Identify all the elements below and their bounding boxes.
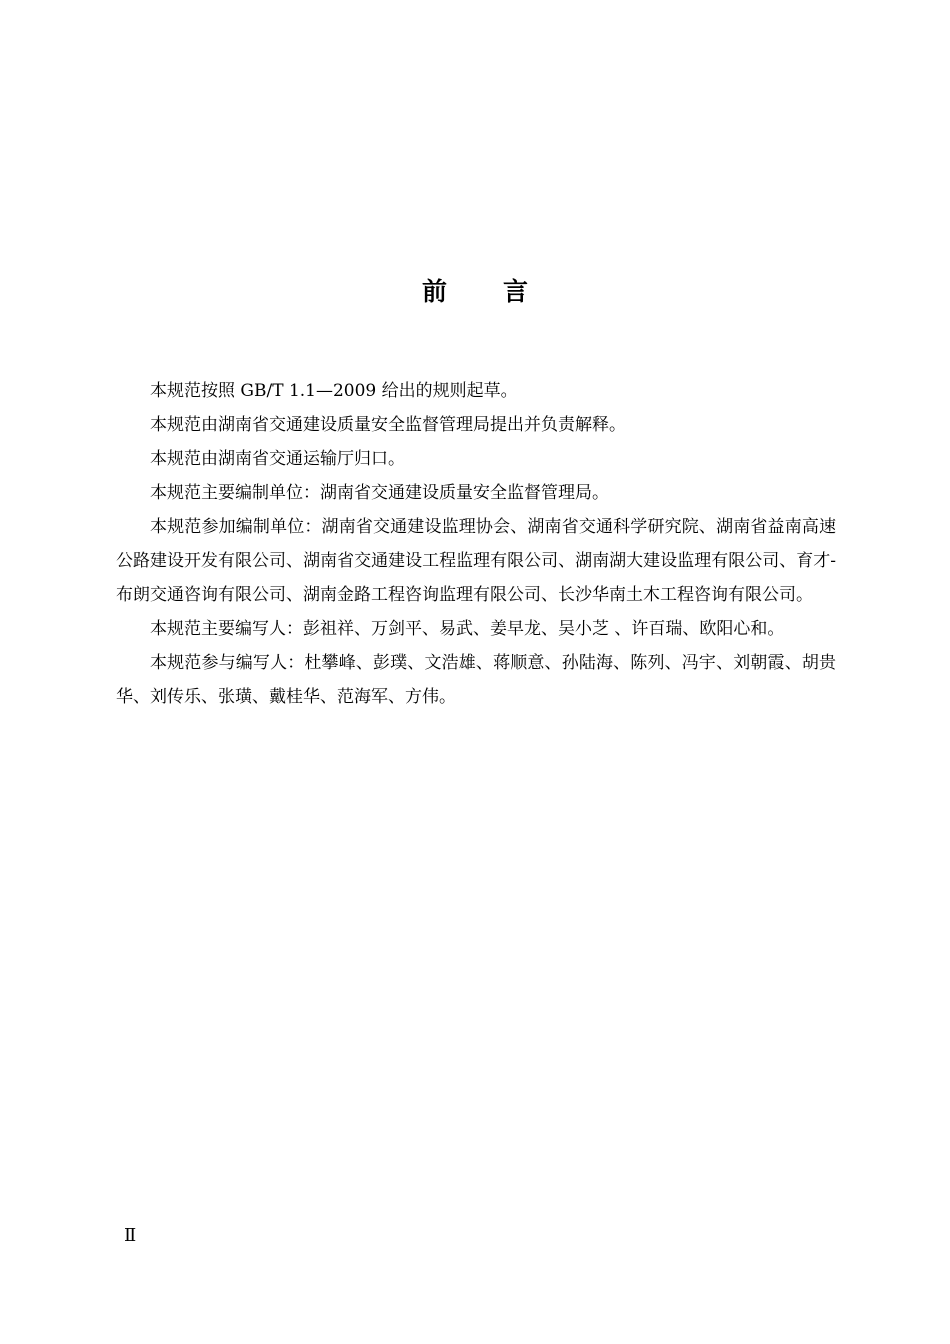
paragraph-main-authors: 本规范主要编写人：彭祖祥、万剑平、易武、姜早龙、吴小芝 、许百瑞、欧阳心和。 <box>150 619 785 639</box>
paragraph-participating-units: 本规范参加编制单位：湖南省交通建设监理协会、湖南省交通科学研究院、湖南省益南高速公路建设开发有限公司、湖南省交通建设工程监理有限公司、湖南湖大建设监理有限公司、育才-布朗交通咨询有限公司、湖南金路工程咨询监理有限公司、长沙华南土木工程咨询有限公司。 <box>116 517 836 605</box>
page-number: Ⅱ <box>124 1225 137 1246</box>
page-title-char-2: 言 <box>503 277 529 306</box>
paragraph-centralized-unit: 本规范由湖南省交通运输厅归口。 <box>150 449 405 469</box>
paragraph-drafting-rules: 本规范按照 GB/T 1.1—2009 给出的规则起草。 <box>150 381 518 401</box>
paragraph-proposer: 本规范由湖南省交通建设质量安全监督管理局提出并负责解释。 <box>150 415 626 435</box>
page-title-char-1: 前 <box>421 277 447 306</box>
page-title <box>0 272 950 312</box>
paragraph-contributing-authors: 本规范参与编写人：杜攀峰、彭璞、文浩雄、蒋顺意、孙陆海、陈列、冯宇、刘朝霞、胡贵华、刘传乐、张璜、戴桂华、范海军、方伟。 <box>116 653 836 707</box>
paragraph-main-drafting-unit: 本规范主要编制单位：湖南省交通建设质量安全监督管理局。 <box>150 483 609 503</box>
foreword-body <box>116 374 836 714</box>
